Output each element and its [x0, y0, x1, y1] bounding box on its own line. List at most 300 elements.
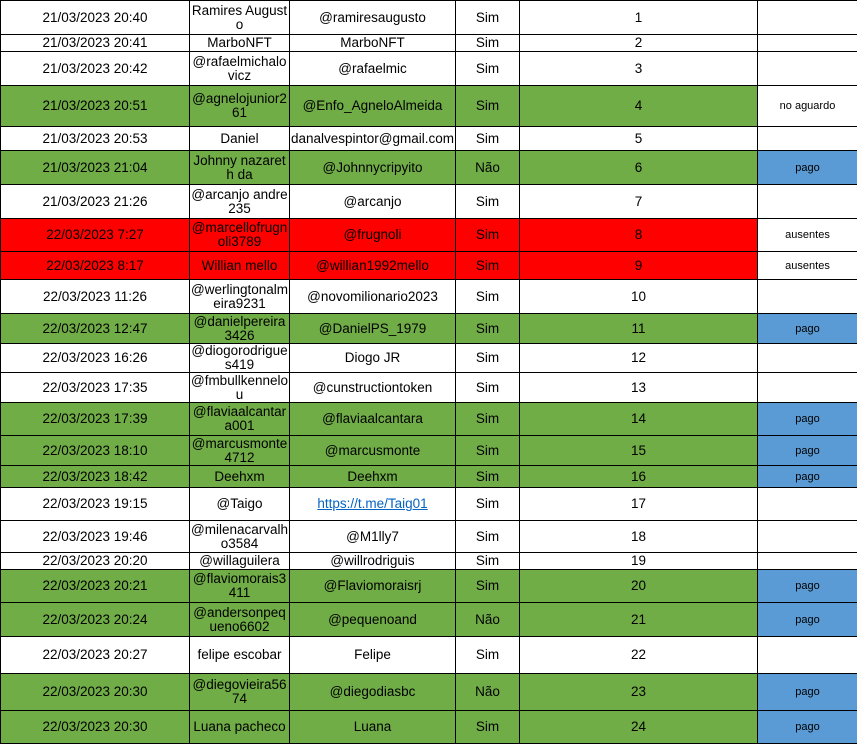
handle-cell-text: @DanielPS_1979: [290, 322, 455, 336]
answer-cell-text: Não: [456, 685, 519, 699]
date-cell-text: 22/03/2023 7:27: [1, 228, 189, 242]
answer-cell-text: Sim: [456, 195, 519, 209]
status-cell[interactable]: [758, 314, 857, 344]
answer-cell[interactable]: [456, 674, 520, 711]
answer-cell[interactable]: [456, 466, 520, 488]
answer-cell-text: Sim: [456, 228, 519, 242]
status-cell-text: pago: [758, 412, 857, 426]
table-row: [1, 674, 857, 711]
date-cell-text: 22/03/2023 17:39: [1, 412, 189, 426]
number-cell-text: 19: [520, 554, 757, 568]
table-row: [1, 219, 857, 252]
table-row: [1, 711, 857, 744]
answer-cell[interactable]: [456, 344, 520, 373]
answer-cell[interactable]: [456, 521, 520, 553]
date-cell-text: 22/03/2023 19:46: [1, 530, 189, 544]
user-cell-text: @andersonpequeno6602: [190, 606, 289, 634]
number-cell[interactable]: [520, 219, 758, 252]
number-cell[interactable]: [520, 711, 758, 744]
handle-cell[interactable]: [290, 603, 456, 637]
user-cell[interactable]: [190, 86, 290, 127]
number-cell-text: 14: [520, 412, 757, 426]
handle-cell[interactable]: [290, 1, 456, 35]
date-cell-text: 21/03/2023 21:26: [1, 195, 189, 209]
status-cell-text: pago: [758, 470, 857, 484]
handle-cell-text: @Johnnycripyito: [290, 161, 455, 175]
user-cell-text: Johnny nazareth da: [190, 154, 289, 182]
answer-cell-text: Sim: [456, 579, 519, 593]
handle-cell-text: Diogo JR: [290, 351, 455, 365]
user-cell[interactable]: [190, 553, 290, 570]
table-row: [1, 280, 857, 314]
handle-cell[interactable]: [290, 52, 456, 86]
handle-cell[interactable]: [290, 344, 456, 373]
number-cell[interactable]: [520, 127, 758, 151]
date-cell[interactable]: [1, 314, 190, 344]
date-cell-text: 22/03/2023 20:30: [1, 685, 189, 699]
user-cell-text: @flaviomorais3411: [190, 572, 289, 600]
user-cell[interactable]: [190, 637, 290, 674]
user-cell[interactable]: [190, 488, 290, 521]
table-row: [1, 553, 857, 570]
number-cell-text: 23: [520, 685, 757, 699]
user-cell-text: @milenacarvalho3584: [190, 523, 289, 551]
user-cell[interactable]: [190, 219, 290, 252]
answer-cell-text: Sim: [456, 720, 519, 734]
answer-cell-text: Sim: [456, 259, 519, 273]
date-cell-text: 22/03/2023 12:47: [1, 322, 189, 336]
number-cell[interactable]: [520, 314, 758, 344]
handle-cell[interactable]: [290, 280, 456, 314]
handle-cell[interactable]: [290, 314, 456, 344]
date-cell[interactable]: [1, 521, 190, 553]
table-row: [1, 127, 857, 151]
handle-cell[interactable]: [290, 553, 456, 570]
date-cell-text: 22/03/2023 17:35: [1, 381, 189, 395]
answer-cell[interactable]: [456, 86, 520, 127]
date-cell-text: 21/03/2023 20:40: [1, 11, 189, 25]
handle-cell[interactable]: [290, 151, 456, 185]
number-cell[interactable]: [520, 185, 758, 219]
number-cell-text: 9: [520, 259, 757, 273]
status-cell-text: pago: [758, 322, 857, 336]
number-cell[interactable]: [520, 553, 758, 570]
answer-cell-text: Sim: [456, 648, 519, 662]
user-cell-text: @marcellofrugnoli3789: [190, 221, 289, 249]
answer-cell-text: Sim: [456, 99, 519, 113]
table-row: [1, 151, 857, 185]
answer-cell[interactable]: [456, 637, 520, 674]
number-cell-text: 15: [520, 444, 757, 458]
user-cell-text: @danielpereira3426: [190, 315, 289, 343]
status-cell[interactable]: [758, 466, 857, 488]
handle-cell[interactable]: [290, 488, 456, 521]
status-cell[interactable]: [758, 674, 857, 711]
status-cell-text: ausentes: [758, 228, 857, 242]
answer-cell-text: Sim: [456, 470, 519, 484]
number-cell-text: 2: [520, 36, 757, 50]
answer-cell-text: Sim: [456, 351, 519, 365]
status-cell[interactable]: [758, 86, 857, 127]
date-cell[interactable]: [1, 373, 190, 403]
date-cell-text: 22/03/2023 20:24: [1, 613, 189, 627]
number-cell[interactable]: [520, 466, 758, 488]
date-cell-text: 22/03/2023 8:17: [1, 259, 189, 273]
answer-cell[interactable]: [456, 185, 520, 219]
user-cell-text: @diogorodrigues419: [190, 344, 289, 372]
number-cell-text: 7: [520, 195, 757, 209]
handle-cell[interactable]: [290, 86, 456, 127]
user-cell[interactable]: [190, 280, 290, 314]
user-cell-text: @rafaelmichalovicz: [190, 55, 289, 83]
handle-cell-text: @marcusmonte: [290, 444, 455, 458]
handle-cell-text: @willian1992mello: [290, 259, 455, 273]
handle-cell-text: @willrodriguis: [290, 554, 455, 568]
status-cell-text: pago: [758, 444, 857, 458]
date-cell[interactable]: [1, 35, 190, 52]
user-cell-text: Deehxm: [190, 470, 289, 484]
answer-cell[interactable]: [456, 373, 520, 403]
number-cell-text: 1: [520, 11, 757, 25]
number-cell-text: 6: [520, 161, 757, 175]
date-cell[interactable]: [1, 570, 190, 603]
number-cell[interactable]: [520, 35, 758, 52]
user-cell-text: Luana pacheco: [190, 720, 289, 734]
answer-cell[interactable]: [456, 127, 520, 151]
user-cell[interactable]: [190, 35, 290, 52]
handle-cell[interactable]: [290, 521, 456, 553]
number-cell[interactable]: [520, 1, 758, 35]
date-cell[interactable]: [1, 674, 190, 711]
date-cell-text: 22/03/2023 18:42: [1, 470, 189, 484]
date-cell[interactable]: [1, 711, 190, 744]
user-cell[interactable]: [190, 185, 290, 219]
date-cell-text: 22/03/2023 20:30: [1, 720, 189, 734]
answer-cell[interactable]: [456, 553, 520, 570]
status-cell[interactable]: [758, 252, 857, 280]
status-cell[interactable]: [758, 373, 857, 403]
status-cell-text: pago: [758, 613, 857, 627]
date-cell-text: 22/03/2023 20:20: [1, 554, 189, 568]
handle-cell-text: @frugnoli: [290, 228, 455, 242]
status-cell-text: ausentes: [758, 259, 857, 273]
user-cell[interactable]: [190, 151, 290, 185]
handle-cell-text: @cunstructiontoken: [290, 381, 455, 395]
answer-cell-text: Sim: [456, 381, 519, 395]
table-row: [1, 403, 857, 436]
number-cell[interactable]: [520, 373, 758, 403]
handle-cell[interactable]: [290, 252, 456, 280]
user-cell[interactable]: [190, 52, 290, 86]
user-cell-text: @fmbullkennelou: [190, 374, 289, 402]
date-cell[interactable]: [1, 466, 190, 488]
user-cell[interactable]: [190, 674, 290, 711]
table-body: [1, 1, 857, 744]
user-cell[interactable]: [190, 603, 290, 637]
status-cell[interactable]: [758, 1, 857, 35]
handle-cell-text: @ramiresaugusto: [290, 11, 455, 25]
table-row: [1, 637, 857, 674]
user-cell-text: @willaguilera: [190, 554, 289, 568]
date-cell[interactable]: [1, 151, 190, 185]
user-cell[interactable]: [190, 436, 290, 466]
date-cell-text: 22/03/2023 18:10: [1, 444, 189, 458]
status-cell[interactable]: [758, 488, 857, 521]
number-cell-text: 18: [520, 530, 757, 544]
status-cell[interactable]: [758, 127, 857, 151]
user-cell-text: @diegovieira5674: [190, 678, 289, 706]
date-cell-text: 22/03/2023 19:15: [1, 497, 189, 511]
handle-link: https://t.me/Taig01: [290, 497, 455, 511]
handle-cell-text: @arcanjo: [290, 195, 455, 209]
number-cell-text: 8: [520, 228, 757, 242]
number-cell[interactable]: [520, 344, 758, 373]
status-cell[interactable]: [758, 185, 857, 219]
date-cell[interactable]: [1, 185, 190, 219]
answer-cell[interactable]: [456, 570, 520, 603]
answer-cell-text: Não: [456, 613, 519, 627]
table-row: [1, 185, 857, 219]
answer-cell-text: Sim: [456, 530, 519, 544]
number-cell-text: 20: [520, 579, 757, 593]
status-cell-text: no aguardo: [758, 99, 857, 113]
status-cell[interactable]: [758, 52, 857, 86]
user-cell-text: Willian mello: [190, 259, 289, 273]
date-cell[interactable]: [1, 1, 190, 35]
user-cell[interactable]: [190, 711, 290, 744]
number-cell-text: 21: [520, 613, 757, 627]
user-cell-text: MarboNFT: [190, 36, 289, 50]
number-cell[interactable]: [520, 674, 758, 711]
date-cell[interactable]: [1, 553, 190, 570]
status-cell-text: pago: [758, 685, 857, 699]
date-cell-text: 22/03/2023 20:21: [1, 579, 189, 593]
status-cell[interactable]: [758, 570, 857, 603]
number-cell-text: 12: [520, 351, 757, 365]
answer-cell[interactable]: [456, 711, 520, 744]
answer-cell[interactable]: [456, 488, 520, 521]
answer-cell[interactable]: [456, 603, 520, 637]
handle-cell-text: @novomilionario2023: [290, 290, 455, 304]
answer-cell[interactable]: [456, 1, 520, 35]
status-cell[interactable]: [758, 603, 857, 637]
number-cell[interactable]: [520, 252, 758, 280]
user-cell-text: felipe escobar: [190, 648, 289, 662]
status-cell[interactable]: [758, 35, 857, 52]
number-cell[interactable]: [520, 603, 758, 637]
number-cell[interactable]: [520, 637, 758, 674]
user-cell-text: @marcusmonte4712: [190, 437, 289, 465]
user-cell[interactable]: [190, 252, 290, 280]
answer-cell[interactable]: [456, 252, 520, 280]
answer-cell[interactable]: [456, 314, 520, 344]
number-cell[interactable]: [520, 436, 758, 466]
answer-cell[interactable]: [456, 436, 520, 466]
status-cell[interactable]: [758, 403, 857, 436]
handle-cell-text: MarboNFT: [290, 36, 455, 50]
user-cell[interactable]: [190, 521, 290, 553]
status-cell[interactable]: [758, 553, 857, 570]
handle-cell-text: @diegodiasbc: [290, 685, 455, 699]
number-cell-text: 13: [520, 381, 757, 395]
handle-cell-text: @M1lly7: [290, 530, 455, 544]
handle-cell-text: @rafaelmic: [290, 62, 455, 76]
handle-cell[interactable]: [290, 373, 456, 403]
date-cell-text: 22/03/2023 11:26: [1, 290, 189, 304]
date-cell[interactable]: [1, 252, 190, 280]
answer-cell[interactable]: [456, 52, 520, 86]
answer-cell-text: Sim: [456, 62, 519, 76]
handle-cell-text: @Flaviomoraisrj: [290, 579, 455, 593]
user-cell[interactable]: [190, 314, 290, 344]
user-cell[interactable]: [190, 344, 290, 373]
user-cell[interactable]: [190, 570, 290, 603]
number-cell[interactable]: [520, 280, 758, 314]
handle-cell[interactable]: [290, 436, 456, 466]
number-cell-text: 16: [520, 470, 757, 484]
user-cell[interactable]: [190, 466, 290, 488]
date-cell[interactable]: [1, 52, 190, 86]
status-cell[interactable]: [758, 711, 857, 744]
status-cell[interactable]: [758, 637, 857, 674]
answer-cell-text: Sim: [456, 36, 519, 50]
date-cell-text: 21/03/2023 20:42: [1, 62, 189, 76]
status-cell[interactable]: [758, 219, 857, 252]
table-row: [1, 488, 857, 521]
table-row: [1, 35, 857, 52]
status-cell[interactable]: [758, 280, 857, 314]
answer-cell[interactable]: [456, 280, 520, 314]
status-cell[interactable]: [758, 436, 857, 466]
table-row: [1, 1, 857, 35]
number-cell-text: 22: [520, 648, 757, 662]
date-cell[interactable]: [1, 436, 190, 466]
table-row: [1, 603, 857, 637]
date-cell[interactable]: [1, 280, 190, 314]
date-cell-text: 21/03/2023 20:51: [1, 99, 189, 113]
handle-cell-text: @Enfo_AgneloAlmeida: [290, 99, 455, 113]
number-cell[interactable]: [520, 488, 758, 521]
user-cell-text: @flaviaalcantara001: [190, 405, 289, 433]
date-cell-text: 22/03/2023 20:27: [1, 648, 189, 662]
user-cell-text: Ramires Augusto: [190, 4, 289, 32]
user-cell[interactable]: [190, 127, 290, 151]
user-cell[interactable]: [190, 1, 290, 35]
table-row: [1, 344, 857, 373]
answer-cell-text: Sim: [456, 290, 519, 304]
date-cell[interactable]: [1, 219, 190, 252]
user-cell-text: Daniel: [190, 132, 289, 146]
handle-cell-text: danalvespintor@gmail.com: [290, 132, 455, 146]
answer-cell-text: Sim: [456, 412, 519, 426]
answer-cell[interactable]: [456, 151, 520, 185]
answer-cell-text: Sim: [456, 497, 519, 511]
date-cell[interactable]: [1, 403, 190, 436]
date-cell-text: 22/03/2023 16:26: [1, 351, 189, 365]
date-cell[interactable]: [1, 488, 190, 521]
handle-cell-text: @pequenoand: [290, 613, 455, 627]
table-row: [1, 252, 857, 280]
answer-cell-text: Sim: [456, 11, 519, 25]
table-row: [1, 52, 857, 86]
number-cell-text: 10: [520, 290, 757, 304]
status-cell-text: pago: [758, 720, 857, 734]
date-cell[interactable]: [1, 637, 190, 674]
number-cell[interactable]: [520, 570, 758, 603]
handle-cell[interactable]: [290, 127, 456, 151]
number-cell-text: 17: [520, 497, 757, 511]
user-cell[interactable]: [190, 403, 290, 436]
answer-cell-text: Sim: [456, 132, 519, 146]
answer-cell-text: Sim: [456, 322, 519, 336]
handle-cell[interactable]: [290, 674, 456, 711]
status-cell-text: pago: [758, 161, 857, 175]
handle-cell-text: Felipe: [290, 648, 455, 662]
number-cell-text: 5: [520, 132, 757, 146]
table-row: [1, 570, 857, 603]
answer-cell-text: Sim: [456, 444, 519, 458]
handle-cell[interactable]: [290, 711, 456, 744]
handle-cell-text: Luana: [290, 720, 455, 734]
handle-cell[interactable]: [290, 637, 456, 674]
handle-cell[interactable]: [290, 219, 456, 252]
table-row: [1, 373, 857, 403]
status-cell[interactable]: [758, 521, 857, 553]
status-cell-text: pago: [758, 579, 857, 593]
handle-cell[interactable]: [290, 466, 456, 488]
user-cell[interactable]: [190, 373, 290, 403]
date-cell[interactable]: [1, 86, 190, 127]
answer-cell-text: Sim: [456, 554, 519, 568]
table-row: [1, 436, 857, 466]
number-cell[interactable]: [520, 521, 758, 553]
handle-cell[interactable]: [290, 35, 456, 52]
number-cell[interactable]: [520, 52, 758, 86]
status-cell[interactable]: [758, 151, 857, 185]
number-cell-text: 11: [520, 322, 757, 336]
number-cell-text: 3: [520, 62, 757, 76]
table-row: [1, 314, 857, 344]
user-cell-text: @werlingtonalmeira9231: [190, 283, 289, 311]
date-cell-text: 21/03/2023 21:04: [1, 161, 189, 175]
number-cell[interactable]: [520, 151, 758, 185]
number-cell[interactable]: [520, 86, 758, 127]
handle-cell[interactable]: [290, 185, 456, 219]
date-cell[interactable]: [1, 344, 190, 373]
answer-cell[interactable]: [456, 35, 520, 52]
table-row: [1, 86, 857, 127]
date-cell-text: 21/03/2023 20:53: [1, 132, 189, 146]
handle-cell-text: Deehxm: [290, 470, 455, 484]
answer-cell-text: Não: [456, 161, 519, 175]
handle-cell[interactable]: [290, 403, 456, 436]
number-cell-text: 24: [520, 720, 757, 734]
user-cell-text: @arcanjo andre235: [190, 188, 289, 216]
handle-cell[interactable]: [290, 570, 456, 603]
user-cell-text: @agnelojunior261: [190, 92, 289, 120]
table-row: [1, 466, 857, 488]
answer-cell[interactable]: [456, 219, 520, 252]
handle-cell-text: @flaviaalcantara: [290, 412, 455, 426]
number-cell-text: 4: [520, 99, 757, 113]
date-cell[interactable]: [1, 127, 190, 151]
user-cell-text: @Taigo: [190, 497, 289, 511]
number-cell[interactable]: [520, 403, 758, 436]
status-cell[interactable]: [758, 344, 857, 373]
date-cell[interactable]: [1, 603, 190, 637]
answer-cell[interactable]: [456, 403, 520, 436]
table-row: [1, 521, 857, 553]
